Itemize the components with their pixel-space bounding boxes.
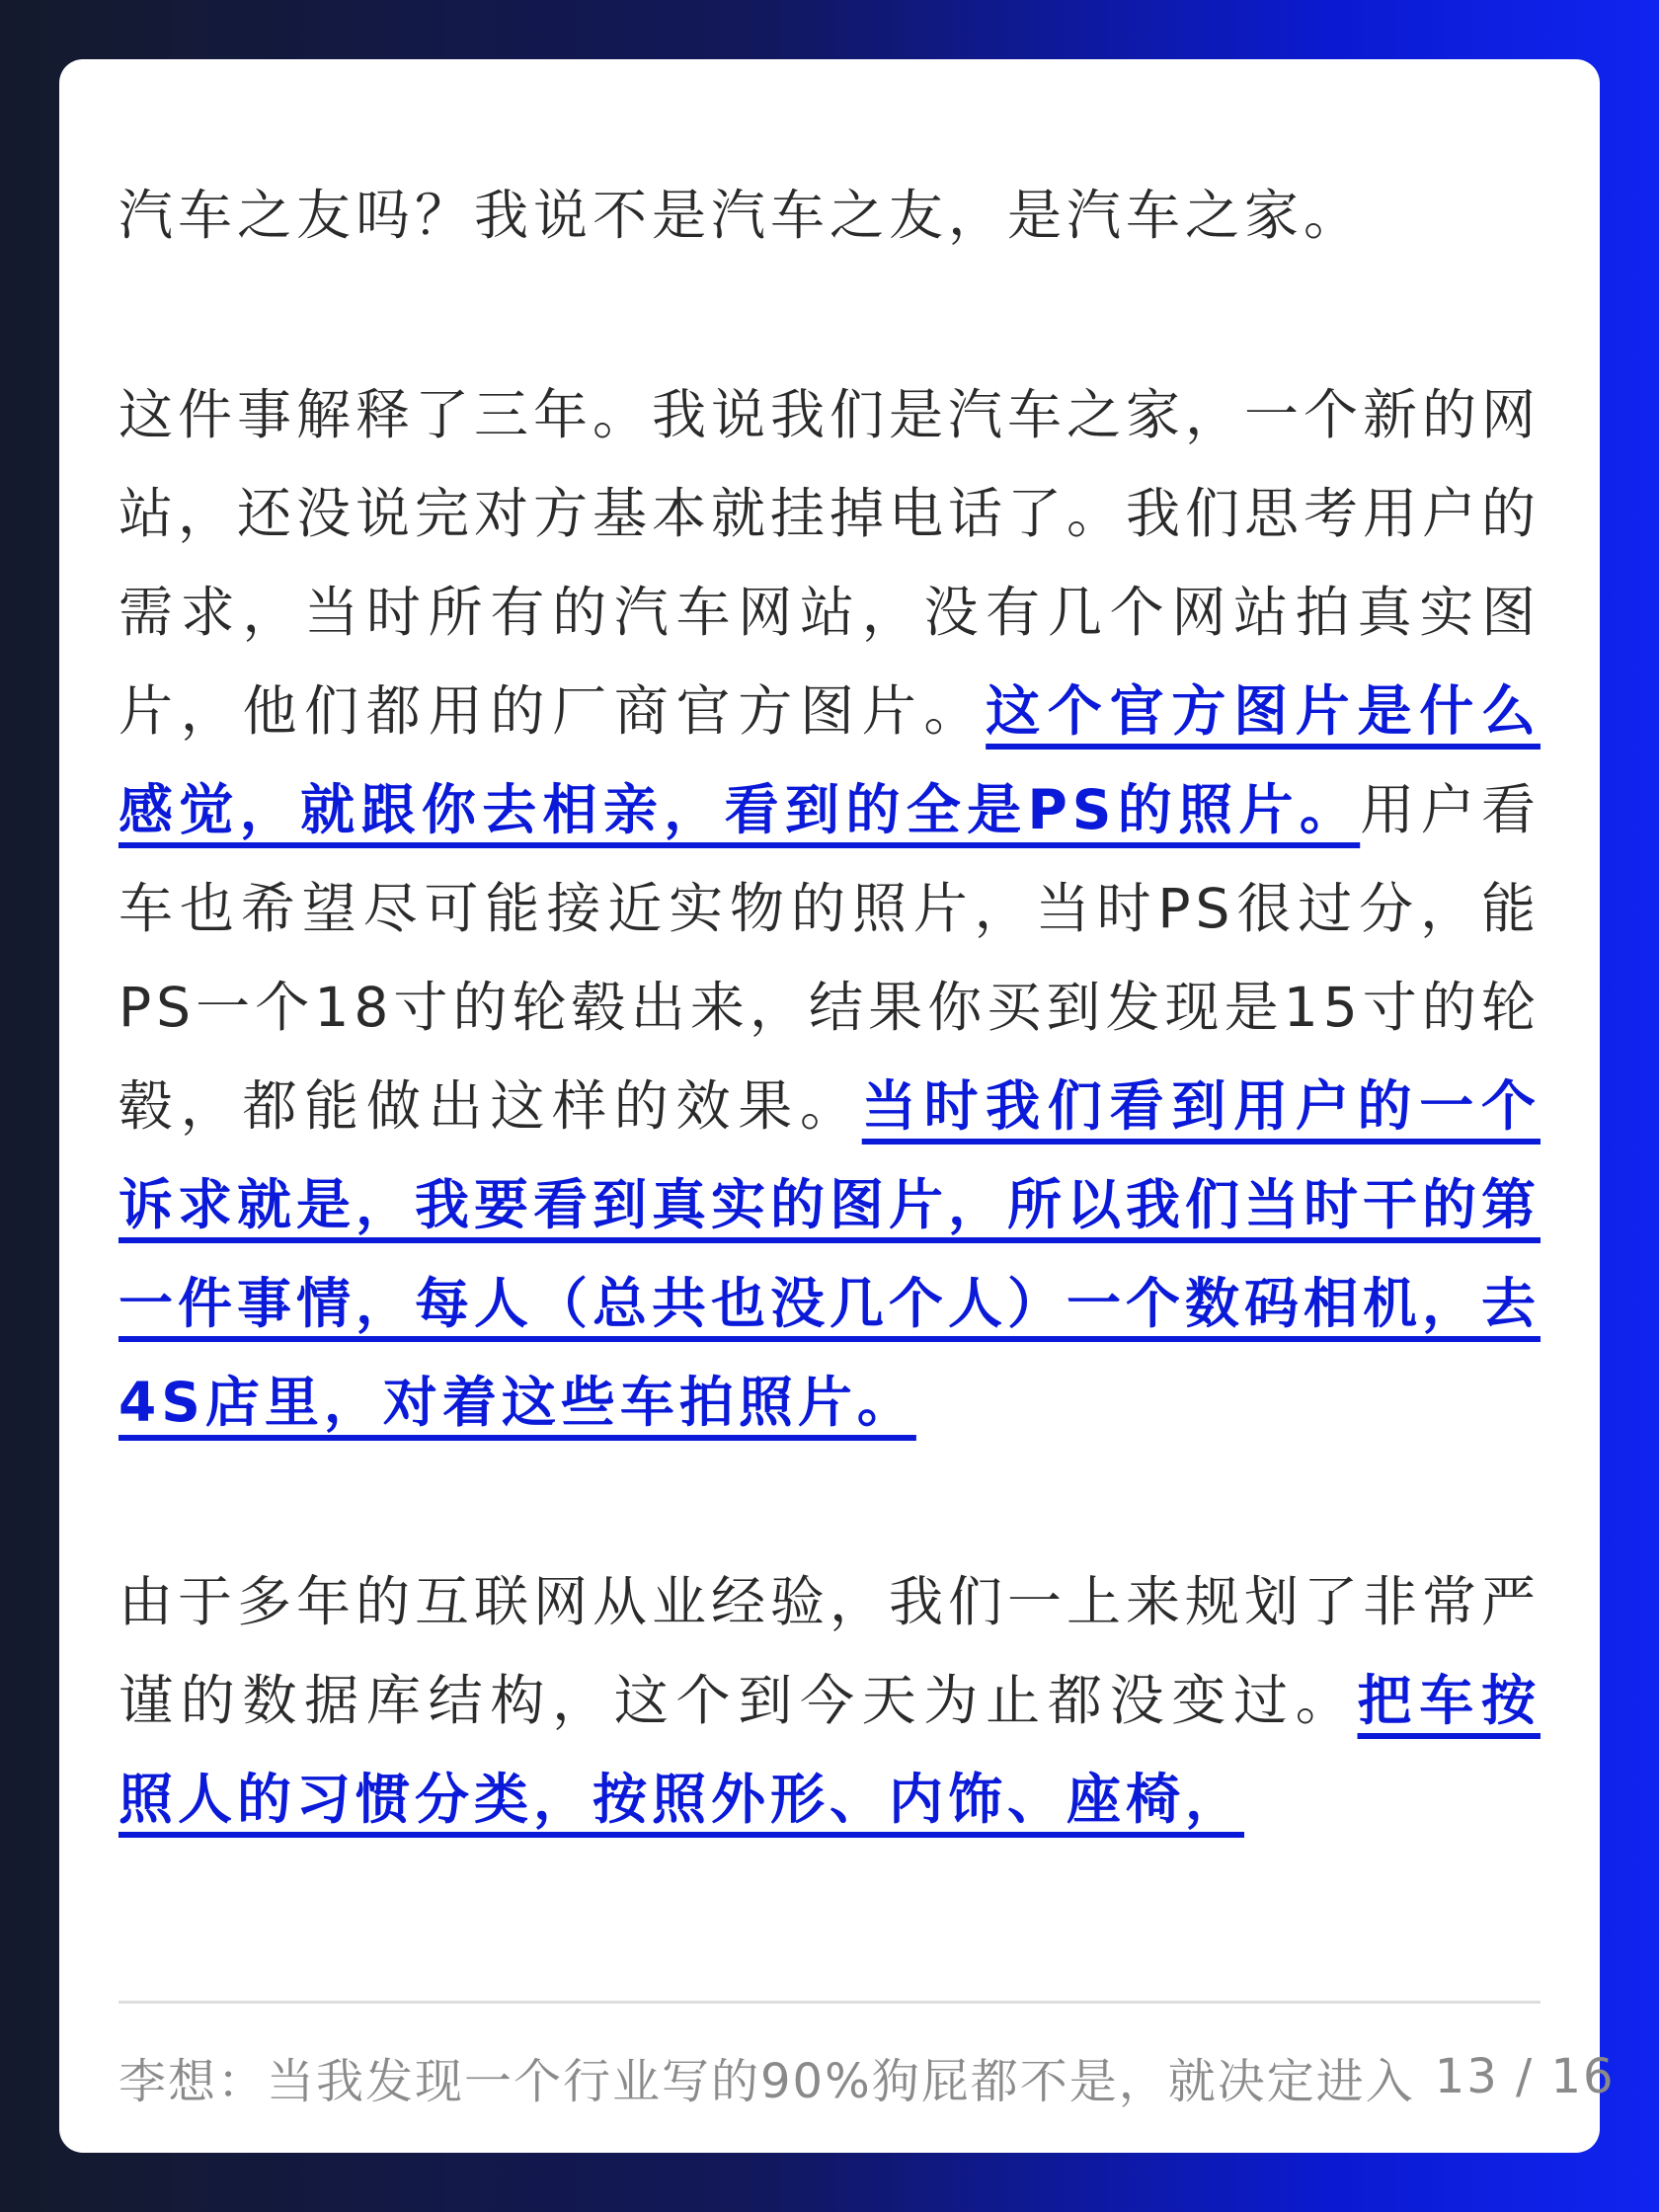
article-title: 李想：当我发现一个行业写的90%狗屁都不是，就决定进入 [118,2053,1415,2109]
page-indicator: 13 / 16 [1434,2049,1616,2104]
footer-divider [118,2001,1540,2004]
paragraph-3 [118,1552,1540,1849]
text-segment: 用户看车也希望尽可能接近实物的照片，当时PS很过分，能PS一个18寸的轮毂出来，结果你买到发现是15寸的轮毂，都能做出这样的效果。 [118,778,1540,1138]
paragraph-1 [118,166,1540,265]
article-body [118,166,1540,1849]
paragraph-gap [118,1452,1540,1552]
footer-bar [118,2034,1616,2119]
paragraph-2 [118,365,1540,1452]
highlighted-quote: 这个官方图片是什么感觉，就跟你去相亲，看到的全是PS的照片。 [118,679,1540,841]
text-segment: 由于多年的互联网从业经验，我们一上来规划了非常严谨的数据库结构，这个到今天为止都没变过。 [118,1570,1541,1732]
text-segment: 这件事解释了三年。我说我们是汽车之家，一个新的网站，还没说完对方基本就挂掉电话了。我们思考用户的需求，当时所有的汽车网站，没有几个网站拍真实图片，他们都用的厂商官方图片。 [118,383,1541,743]
highlighted-quote: 把车按照人的习惯分类，按照外形、内饰、座椅， [118,1669,1540,1831]
paragraph-gap [118,265,1540,365]
highlighted-quote: 当时我们看到用户的一个诉求就是，我要看到真实的图片，所以我们当时干的第一件事情，每人（总共也没几个人）一个数码相机，去4S店里，对着这些车拍照片。 [118,1074,1541,1434]
article-card [59,59,1616,2153]
text-segment: 汽车之友吗？我说不是汽车之友，是汽车之家。 [118,184,1364,247]
